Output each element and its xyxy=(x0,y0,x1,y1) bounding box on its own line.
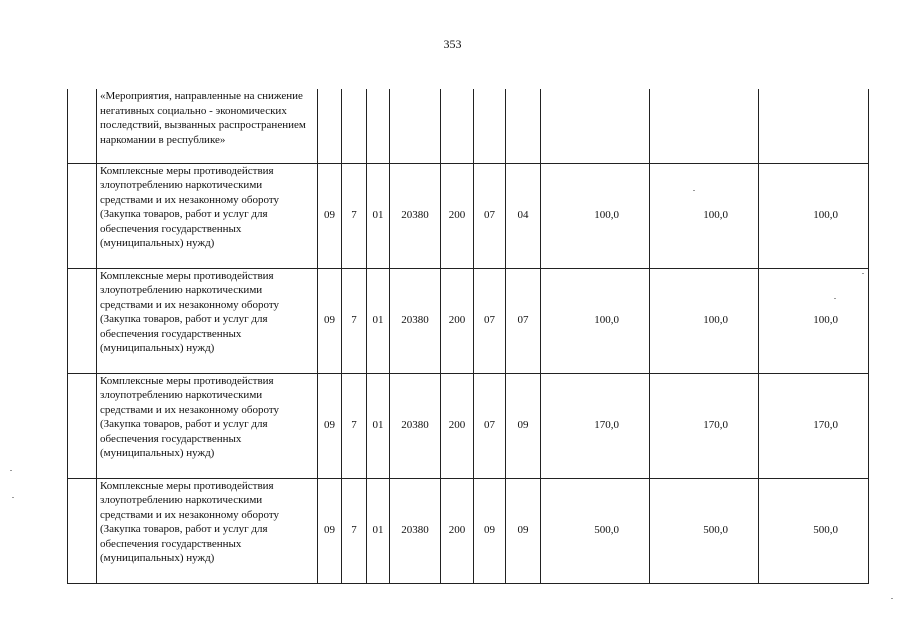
amount-cell: 170,0 xyxy=(759,373,869,478)
table-row xyxy=(68,268,869,373)
amount-cell xyxy=(759,89,869,163)
code-cell xyxy=(367,89,390,163)
scan-speck xyxy=(10,470,12,471)
code-cell: 20380 xyxy=(390,163,441,268)
code-cell: 09 xyxy=(318,478,342,583)
code-cell: 20380 xyxy=(390,268,441,373)
code-cell: 07 xyxy=(474,163,506,268)
row-number-cell xyxy=(68,268,97,373)
code-cell: 7 xyxy=(342,268,367,373)
amount-cell: 500,0 xyxy=(759,478,869,583)
row-description: Комплексные меры противодействия злоупотреблению наркотическими средствами и их незаконному обороту (Закупка товаров, работ и услуг для обеспечения государственных (муниципальных) нужд) xyxy=(97,163,318,268)
code-cell xyxy=(506,89,541,163)
amount-cell: 100,0 xyxy=(650,268,759,373)
row-number-cell xyxy=(68,163,97,268)
row-description: «Мероприятия, направленные на снижение негативных социально - экономических последствий, вызванных распространением наркомании в республике» xyxy=(97,89,318,163)
scan-speck xyxy=(12,497,14,498)
code-cell xyxy=(342,89,367,163)
scan-speck xyxy=(834,298,836,299)
table-row xyxy=(68,478,869,583)
code-cell xyxy=(390,89,441,163)
code-cell: 04 xyxy=(506,163,541,268)
table-row xyxy=(68,163,869,268)
amount-cell: 100,0 xyxy=(541,268,650,373)
code-cell: 07 xyxy=(474,373,506,478)
code-cell xyxy=(441,89,474,163)
code-cell: 20380 xyxy=(390,478,441,583)
code-cell: 09 xyxy=(506,373,541,478)
code-cell: 01 xyxy=(367,373,390,478)
amount-cell: 100,0 xyxy=(759,163,869,268)
scan-speck xyxy=(693,190,695,191)
amount-cell: 500,0 xyxy=(541,478,650,583)
row-number-cell xyxy=(68,89,97,163)
amount-cell: 170,0 xyxy=(650,373,759,478)
code-cell: 7 xyxy=(342,478,367,583)
code-cell: 01 xyxy=(367,268,390,373)
row-description: Комплексные меры противодействия злоупотреблению наркотическими средствами и их незаконному обороту (Закупка товаров, работ и услуг для обеспечения государственных (муниципальных) нужд) xyxy=(97,373,318,478)
table-row xyxy=(68,89,869,163)
code-cell: 7 xyxy=(342,373,367,478)
code-cell: 01 xyxy=(367,163,390,268)
code-cell xyxy=(474,89,506,163)
amount-cell: 100,0 xyxy=(650,163,759,268)
code-cell: 200 xyxy=(441,478,474,583)
scan-speck xyxy=(862,273,864,274)
row-number-cell xyxy=(68,478,97,583)
amount-cell xyxy=(541,89,650,163)
code-cell: 09 xyxy=(318,163,342,268)
scan-speck xyxy=(891,598,893,599)
amount-cell: 170,0 xyxy=(541,373,650,478)
table-row xyxy=(68,373,869,478)
code-cell: 200 xyxy=(441,373,474,478)
code-cell: 20380 xyxy=(390,373,441,478)
row-number-cell xyxy=(68,373,97,478)
code-cell: 09 xyxy=(474,478,506,583)
code-cell: 07 xyxy=(506,268,541,373)
code-cell: 01 xyxy=(367,478,390,583)
code-cell xyxy=(318,89,342,163)
budget-table xyxy=(67,89,869,584)
code-cell: 7 xyxy=(342,163,367,268)
code-cell: 09 xyxy=(318,373,342,478)
page-number: 353 xyxy=(443,37,462,51)
code-cell: 09 xyxy=(318,268,342,373)
code-cell: 200 xyxy=(441,268,474,373)
amount-cell xyxy=(650,89,759,163)
row-description: Комплексные меры противодействия злоупотреблению наркотическими средствами и их незаконному обороту (Закупка товаров, работ и услуг для обеспечения государственных (муниципальных) нужд) xyxy=(97,478,318,583)
code-cell: 200 xyxy=(441,163,474,268)
code-cell: 07 xyxy=(474,268,506,373)
amount-cell: 100,0 xyxy=(759,268,869,373)
row-description: Комплексные меры противодействия злоупотреблению наркотическими средствами и их незаконному обороту (Закупка товаров, работ и услуг для обеспечения государственных (муниципальных) нужд) xyxy=(97,268,318,373)
amount-cell: 500,0 xyxy=(650,478,759,583)
budget-table-wrapper xyxy=(67,89,869,584)
code-cell: 09 xyxy=(506,478,541,583)
amount-cell: 100,0 xyxy=(541,163,650,268)
